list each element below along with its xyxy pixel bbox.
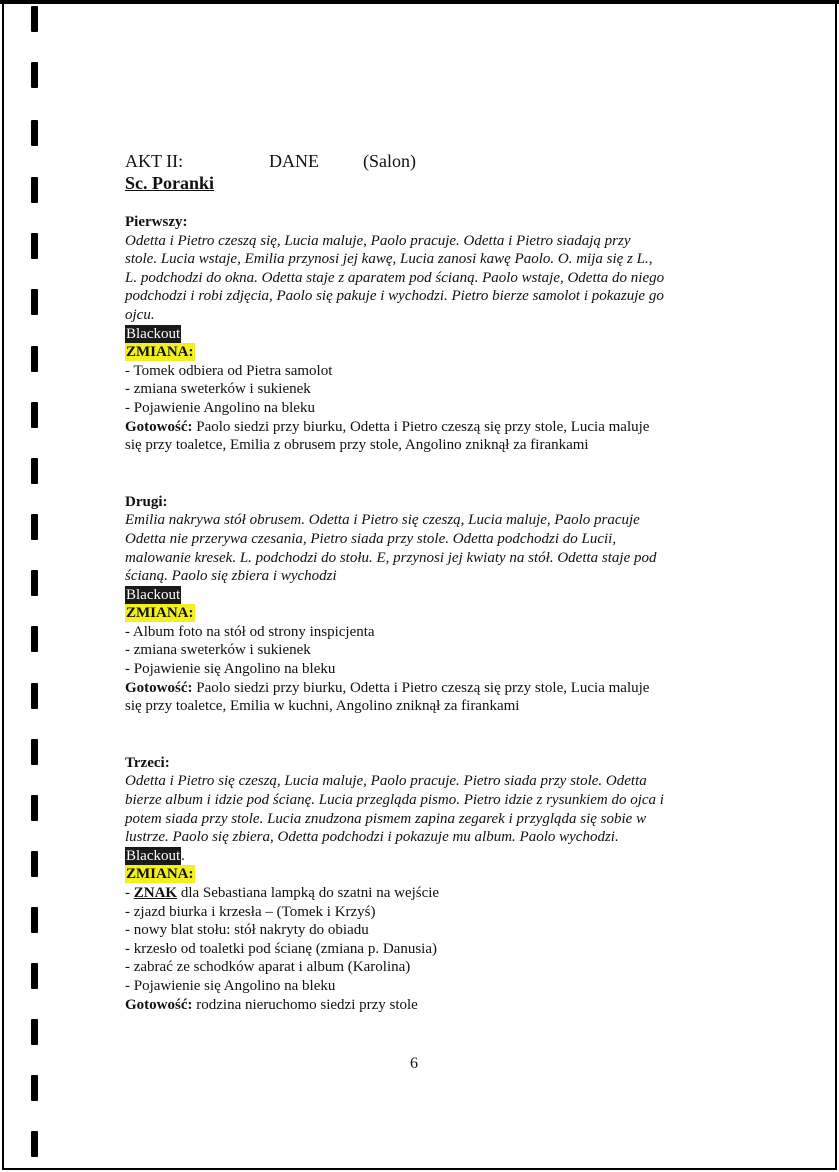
change-badge: ZMIANA: (126, 605, 194, 622)
section-title: Drugi: (125, 493, 168, 510)
ready-text: rodzina nieruchomo siedzi przy stole (192, 996, 418, 1013)
blackout-line (125, 325, 725, 344)
description-line: podchodzi i robi zdjęcia, Paolo się pakuje i wychodzi. Pietro bierze samolot i pokazuje go (125, 288, 664, 305)
description-line: Emilia nakrywa stół obrusem. Odetta i Pietro się czeszą, Lucia maluje, Paolo pracuje (125, 512, 640, 529)
binding-ring (31, 289, 38, 315)
description-line: stole. Lucia wstaje, Emilia przynosi jej kawę, Lucia zanosi kawę Paolo. O. mija się z L., (125, 251, 653, 268)
ready-line (125, 996, 725, 1015)
binding-ring (31, 907, 38, 933)
binding-ring (31, 120, 38, 146)
section-description (125, 232, 725, 325)
blackout-badge: Blackout (126, 586, 181, 603)
change-item: - zmiana sweterków i sukienek (125, 381, 311, 398)
blackout-line (125, 586, 725, 605)
binding-ring (31, 963, 38, 989)
change-item: - zmiana sweterków i sukienek (125, 642, 311, 659)
change-item: - Tomek odbiera od Pietra samolot (125, 362, 333, 379)
section-title: Pierwszy: (125, 214, 188, 230)
binding-ring (31, 795, 38, 821)
ready-label: Gotowość: (125, 996, 193, 1013)
blackout-badge: Blackout (126, 325, 181, 342)
description-line: ojcu. (125, 306, 155, 323)
binding-ring (31, 570, 38, 596)
znak-word: ZNAK (133, 885, 178, 901)
ready-text: Paolo siedzi przy biurku, Odetta i Pietro czeszą się przy stole, Lucia maluje (192, 418, 650, 435)
binding-ring (31, 1019, 38, 1045)
binding-ring (31, 177, 38, 203)
change-item: - krzesło od toaletki pod ścianę (zmiana p. Danusia) (125, 940, 437, 957)
binding-ring (31, 458, 38, 484)
page-number: 6 (410, 1055, 418, 1072)
ready-text: Paolo siedzi przy biurku, Odetta i Pietro czeszą się przy stole, Lucia maluje (192, 679, 650, 696)
change-item: - Album foto na stół od strony inspicjenta (125, 623, 375, 640)
binding-ring (31, 402, 38, 428)
section-description (125, 511, 725, 585)
ready-label: Gotowość: (125, 418, 193, 435)
binding-ring (31, 683, 38, 709)
change-item: - zabrać ze schodków aparat i album (Karolina) (125, 959, 411, 976)
change-item: - Pojawienie się Angolino na bleku (125, 661, 336, 678)
description-line: malowanie kresek. L. podchodzi do stołu. E, przynosi jej kwiaty na stół. Odetta staje pod (125, 549, 657, 566)
change-line (125, 604, 725, 623)
document-body (125, 150, 725, 1014)
blackout-line (125, 847, 725, 866)
description-line: Odetta i Pietro się czeszą, Lucia maluje, Paolo pracuje. Pietro siada przy stole. Odetta (125, 773, 647, 790)
binding-ring (31, 851, 38, 877)
section-second (125, 493, 725, 716)
binding-ring (31, 346, 38, 372)
description-line: Odetta i Pietro czeszą się, Lucia maluje, Paolo pracuje. Odetta i Pietro siadają przy (125, 232, 631, 249)
blackout-suffix: . (181, 847, 185, 864)
act-label: AKT II: (125, 151, 184, 171)
binding-ring (31, 626, 38, 652)
change-item: - Pojawienie się Angolino na bleku (125, 977, 336, 994)
change-item: - nowy blat stołu: stół nakryty do obiadu (125, 922, 369, 939)
blackout-badge: Blackout (126, 847, 181, 864)
change-badge: ZMIANA: (126, 344, 194, 361)
section-title: Trzeci: (125, 754, 170, 771)
section-description (125, 772, 725, 846)
description-line: lustrze. Paolo się zbiera, Odetta podchodzi i pokazuje mu album. Paolo wychodzi. (125, 829, 619, 846)
description-line: bierze album i idzie pod ścianę. Lucia przegląda pismo. Pietro idzie z rysunkiem do ojca i (125, 792, 664, 809)
ready-label: Gotowość: (125, 679, 193, 696)
znak-rest: dla Sebastiana lampką do szatni na wejście (177, 885, 440, 901)
binding-ring (31, 62, 38, 88)
scene-title: Sc. Poranki (125, 173, 215, 193)
act-header (125, 150, 725, 172)
description-line: ścianą. Paolo się zbiera i wychodzi (125, 568, 337, 585)
ready-line (125, 679, 725, 698)
znak-prefix: - (125, 885, 134, 901)
description-line: L. podchodzi do okna. Odetta staje z aparatem pod ścianą. Paolo wstaje, Odetta do niego (125, 269, 665, 286)
binding-ring (31, 739, 38, 765)
binding-ring (31, 514, 38, 540)
ready-text: się przy toaletce, Emilia w kuchni, Angolino zniknął za firankami (125, 698, 520, 715)
ready-text: się przy toaletce, Emilia z obrusem przy stole, Angolino zniknął za firankami (125, 437, 589, 454)
spiral-binding (0, 0, 40, 1172)
ready-line (125, 418, 725, 437)
location-label: (Salon) (363, 151, 416, 171)
binding-ring (31, 6, 38, 32)
change-item: - zjazd biurka i krzesła – (Tomek i Krzyś) (125, 903, 376, 920)
binding-ring (31, 1075, 38, 1101)
change-line (125, 865, 725, 884)
description-line: Odetta nie przerywa czesania, Pietro siada przy stole. Odetta podchodzi do Lucii, (125, 530, 617, 547)
change-line (125, 343, 725, 362)
section-first (125, 213, 725, 455)
binding-ring (31, 1131, 38, 1157)
place-label: DANE (269, 151, 319, 171)
change-item: - Pojawienie Angolino na bleku (125, 399, 315, 416)
change-badge: ZMIANA: (126, 866, 194, 883)
section-third (125, 754, 725, 1014)
binding-ring (31, 233, 38, 259)
change-item (125, 884, 725, 903)
description-line: potem siada przy stole. Lucia znudzona pismem zapina zegarek i przygląda się sobie w (125, 810, 647, 827)
